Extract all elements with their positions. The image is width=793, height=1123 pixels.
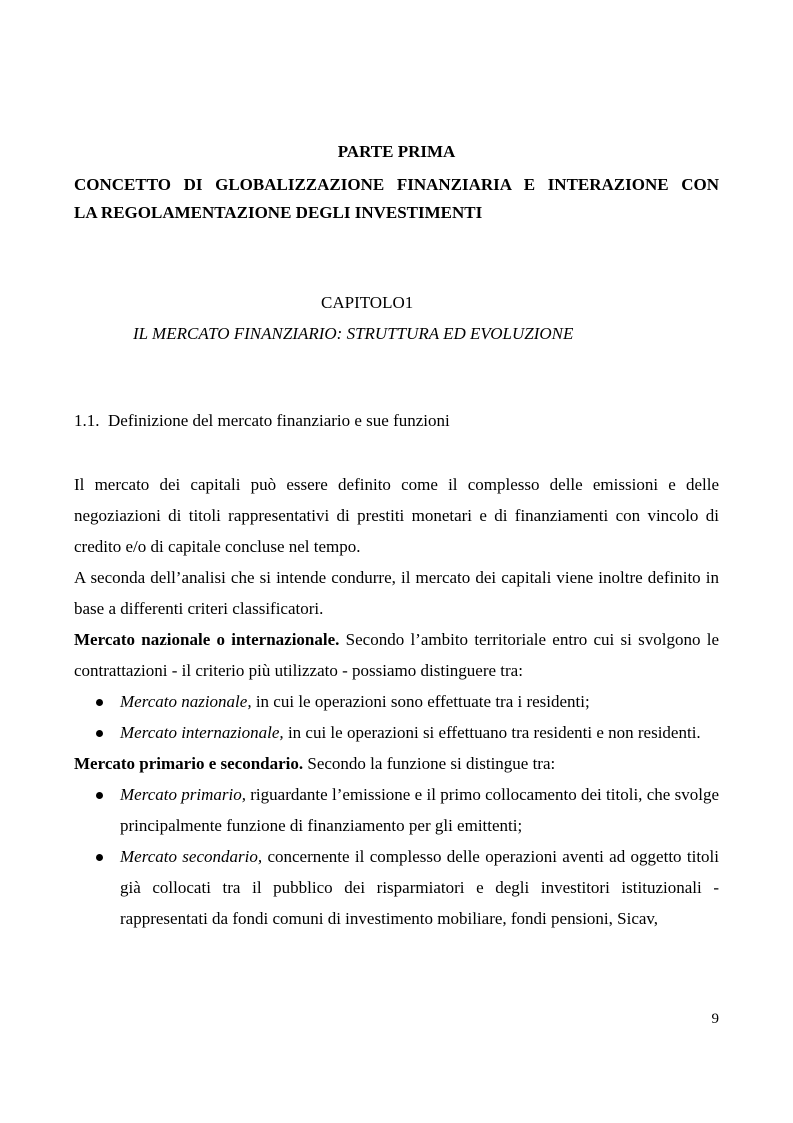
list-item-term: Mercato internazionale, [120, 723, 284, 742]
bullet-icon [96, 730, 103, 737]
paragraph-3-text: Secondo l’ambito territoriale entro cui si svolgono le contrattazioni - il criterio più utilizzato - possiamo distinguere tra: [74, 630, 719, 680]
section-number: 1.1. [74, 411, 100, 430]
territorial-market-list [74, 686, 719, 748]
chapter-title: IL MERCATO FINANZIARIO: STRUTTURA ED EVOLUZIONE [133, 324, 574, 343]
body-text [74, 469, 719, 934]
main-title-line2: LA REGOLAMENTAZIONE DEGLI INVESTIMENTI [74, 203, 483, 222]
main-title-line1: CONCETTO DI GLOBALIZZAZIONE FINANZIARIA E INTERAZIONE CON [74, 175, 719, 194]
list-item-text: in cui le operazioni sono effettuate tra i residenti; [251, 692, 590, 711]
function-market-list [74, 779, 719, 934]
section-title: Definizione del mercato finanziario e sue funzioni [108, 411, 450, 430]
list-item-text: in cui le operazioni si effettuano tra residenti e non residenti. [283, 723, 701, 742]
list-item [74, 686, 719, 717]
paragraph-4 [74, 748, 719, 779]
list-item-term: Mercato primario, [120, 785, 246, 804]
part-heading: PARTE PRIMA [337, 142, 456, 161]
bullet-icon [96, 699, 103, 706]
bullet-icon [96, 854, 103, 861]
paragraph-3-lead: Mercato nazionale o internazionale. [74, 630, 340, 649]
paragraph-4-lead: Mercato primario e secondario. [74, 754, 304, 773]
list-item-term: Mercato secondario, [120, 847, 263, 866]
list-item-text: concernente il complesso delle operazioni aventi ad oggetto titoli già collocati tra il pubblico dei risparmiatori e degli investitori istituzionali - rappresentati da fondi comuni di investimento mobiliare, fondi pensioni, Sicav, [120, 847, 719, 928]
list-item [74, 717, 719, 748]
list-item [74, 779, 719, 841]
chapter-label: CAPITOLO1 [321, 293, 414, 312]
section-heading [74, 411, 450, 431]
bullet-icon [96, 792, 103, 799]
paragraph-1: Il mercato dei capitali può essere definito come il complesso delle emissioni e delle negoziazioni di titoli rappresentativi di prestiti monetari e di finanziamenti con vincolo di credito e/o di capitale concluse nel tempo. [74, 475, 719, 556]
page-number: 9 [711, 1011, 719, 1027]
paragraph-4-text: Secondo la funzione si distingue tra: [303, 754, 556, 773]
list-item-term: Mercato nazionale, [120, 692, 252, 711]
paragraph-3 [74, 624, 719, 686]
list-item [74, 841, 719, 934]
paragraph-2: A seconda dell’analisi che si intende condurre, il mercato dei capitali viene inoltre definito in base a differenti criteri classificatori. [74, 568, 719, 618]
list-item-text: riguardante l’emissione e il primo collocamento dei titoli, che svolge principalmente funzione di finanziamento per gli emittenti; [120, 785, 719, 835]
